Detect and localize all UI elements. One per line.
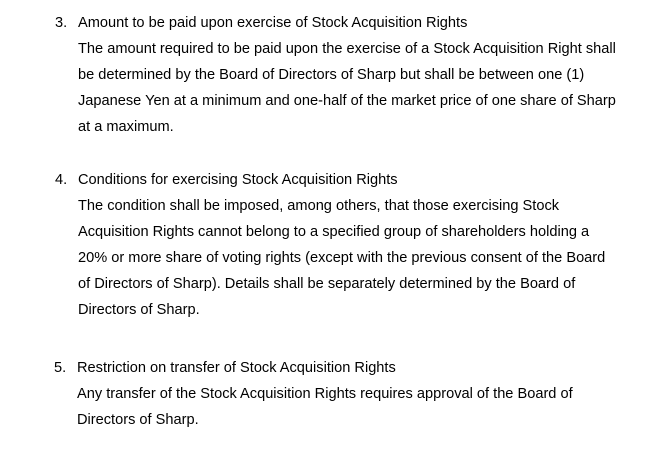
section-5	[0, 355, 645, 428]
section-title: Conditions for exercising Stock Acquisition Rights	[78, 172, 398, 188]
section-heading	[0, 167, 645, 193]
section-title: Restriction on transfer of Stock Acquisition Rights	[77, 360, 396, 376]
body-line: at a maximum.	[78, 119, 174, 135]
section-4	[0, 167, 645, 318]
section-number: 5.	[54, 360, 67, 376]
body-line: 20% or more share of voting rights (except with the previous consent of the Board	[78, 250, 606, 266]
section-heading	[0, 355, 645, 381]
section-number: 3.	[55, 15, 68, 31]
section-body	[77, 381, 639, 433]
body-line: The condition shall be imposed, among others, that those exercising Stock	[78, 198, 560, 214]
body-line: Japanese Yen at a minimum and one-half of the market price of one share of Sharp	[78, 93, 616, 109]
section-heading	[0, 10, 645, 36]
section-body	[78, 36, 640, 140]
section-body	[78, 193, 640, 323]
body-line: Directors of Sharp.	[78, 302, 200, 318]
section-number: 4.	[55, 172, 68, 188]
body-line: be determined by the Board of Directors of Sharp but shall be between one (1)	[78, 67, 585, 83]
section-title: Amount to be paid upon exercise of Stock Acquisition Rights	[78, 15, 468, 31]
body-line: Any transfer of the Stock Acquisition Rights requires approval of the Board of	[77, 386, 573, 402]
body-line: of Directors of Sharp). Details shall be separately determined by the Board of	[78, 276, 576, 292]
body-line: The amount required to be paid upon the exercise of a Stock Acquisition Right shall	[78, 41, 616, 57]
body-line: Acquisition Rights cannot belong to a specified group of shareholders holding a	[78, 224, 590, 240]
section-3	[0, 10, 645, 135]
body-line: Directors of Sharp.	[77, 412, 199, 428]
